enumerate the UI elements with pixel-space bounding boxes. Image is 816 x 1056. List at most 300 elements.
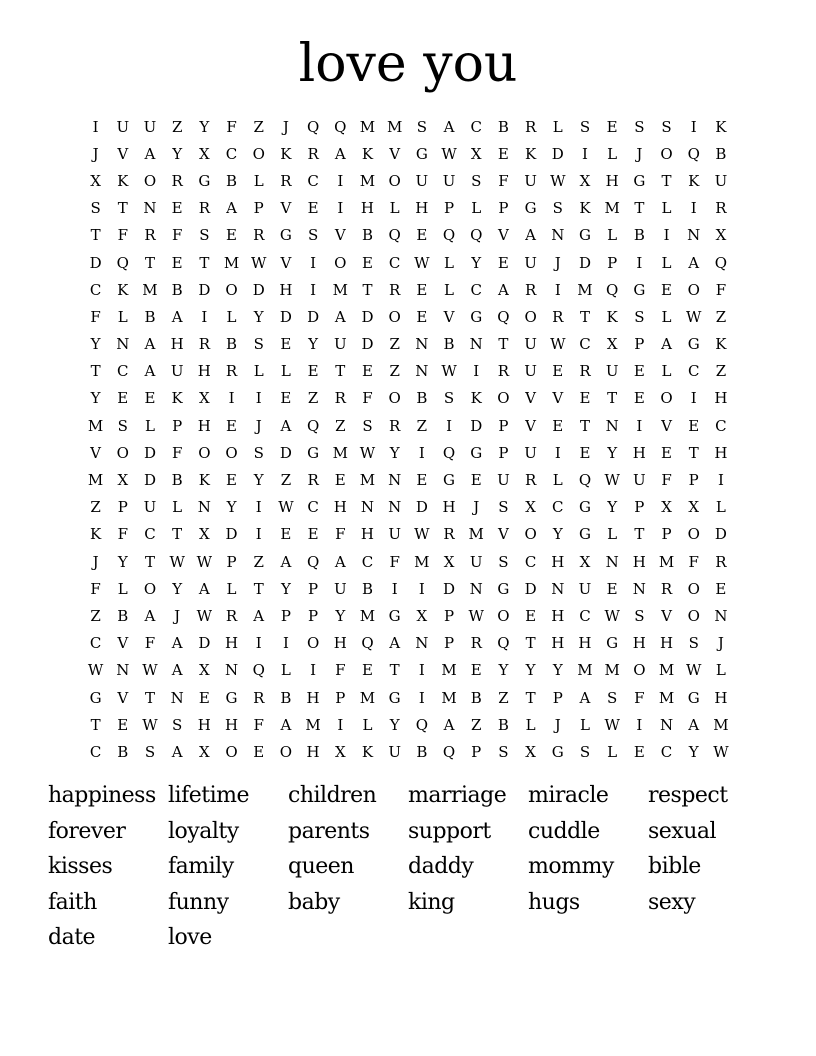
grid-letter[interactable]: T xyxy=(389,661,400,680)
grid-letter[interactable]: T xyxy=(525,634,536,653)
grid-letter[interactable]: P xyxy=(335,688,346,707)
grid-letter[interactable]: L xyxy=(444,253,455,272)
grid-letter[interactable]: W xyxy=(468,606,484,625)
grid-letter[interactable]: M xyxy=(658,552,675,571)
grid-letter[interactable]: Z xyxy=(335,416,346,435)
grid-letter[interactable]: G xyxy=(388,606,401,625)
grid-letter[interactable]: W xyxy=(414,253,430,272)
grid-letter[interactable]: E xyxy=(633,389,645,408)
grid-letter[interactable]: V xyxy=(525,416,537,435)
grid-letter[interactable]: E xyxy=(307,525,319,544)
grid-letter[interactable]: J xyxy=(282,117,289,136)
grid-letter[interactable]: H xyxy=(224,634,239,653)
grid-letter[interactable]: A xyxy=(334,552,346,571)
grid-letter[interactable]: K xyxy=(688,171,700,190)
grid-letter[interactable]: S xyxy=(362,416,373,435)
grid-letter[interactable]: Y xyxy=(389,443,400,462)
grid-letter[interactable]: C xyxy=(579,606,591,625)
grid-letter[interactable]: Y xyxy=(607,443,618,462)
grid-letter[interactable]: L xyxy=(661,253,672,272)
grid-letter[interactable]: S xyxy=(253,443,264,462)
grid-letter[interactable]: Y xyxy=(335,606,346,625)
grid-letter[interactable]: F xyxy=(389,552,400,571)
grid-letter[interactable]: C xyxy=(687,362,700,381)
grid-letter[interactable]: I xyxy=(582,144,588,163)
grid-letter[interactable]: I xyxy=(554,280,561,299)
grid-letter[interactable]: N xyxy=(360,498,375,517)
grid-letter[interactable]: R xyxy=(660,579,673,598)
grid-letter[interactable]: A xyxy=(253,606,265,625)
grid-letter[interactable]: K xyxy=(198,471,210,490)
grid-letter[interactable]: Y xyxy=(117,552,128,571)
grid-letter[interactable]: E xyxy=(552,362,564,381)
grid-letter[interactable]: P xyxy=(498,443,509,462)
grid-letter[interactable]: E xyxy=(633,362,645,381)
grid-letter[interactable]: A xyxy=(171,634,183,653)
grid-letter[interactable]: W xyxy=(278,498,294,517)
grid-letter[interactable]: Q xyxy=(442,443,456,462)
grid-letter[interactable]: Q xyxy=(388,226,401,245)
grid-letter[interactable]: C xyxy=(470,117,482,136)
grid-letter[interactable]: V xyxy=(497,525,509,544)
grid-letter[interactable]: E xyxy=(117,715,129,734)
grid-letter[interactable]: I xyxy=(690,117,697,136)
grid-letter[interactable]: K xyxy=(524,144,537,163)
grid-letter[interactable]: M xyxy=(142,280,158,299)
grid-letter[interactable]: J xyxy=(473,498,480,517)
grid-letter[interactable]: P xyxy=(688,471,699,490)
grid-letter[interactable]: V xyxy=(389,144,401,163)
grid-letter[interactable]: T xyxy=(253,579,264,598)
grid-letter[interactable]: K xyxy=(715,117,727,136)
grid-letter[interactable]: F xyxy=(253,715,264,734)
grid-letter[interactable]: V xyxy=(280,253,292,272)
grid-letter[interactable]: B xyxy=(171,280,183,299)
grid-letter[interactable]: S xyxy=(498,498,509,517)
grid-letter[interactable]: O xyxy=(198,443,211,462)
grid-letter[interactable]: S xyxy=(307,226,319,245)
grid-letter[interactable]: B xyxy=(280,688,292,707)
grid-letter[interactable]: Y xyxy=(688,742,699,761)
grid-letter[interactable]: P xyxy=(471,742,482,761)
grid-letter[interactable]: T xyxy=(688,443,699,462)
grid-letter[interactable]: I xyxy=(337,171,344,190)
grid-letter[interactable]: D xyxy=(279,307,292,326)
grid-letter[interactable]: L xyxy=(607,226,618,245)
grid-letter[interactable]: R xyxy=(144,226,156,245)
grid-letter[interactable]: E xyxy=(579,389,591,408)
grid-letter[interactable]: N xyxy=(415,634,429,653)
grid-letter[interactable]: O xyxy=(388,171,401,190)
grid-letter[interactable]: K xyxy=(361,144,374,163)
grid-letter[interactable]: H xyxy=(714,688,728,707)
grid-letter[interactable]: U xyxy=(524,362,537,381)
grid-letter[interactable]: T xyxy=(117,199,128,218)
grid-letter[interactable]: G xyxy=(415,144,428,163)
grid-letter[interactable]: B xyxy=(117,606,129,625)
grid-letter[interactable]: E xyxy=(661,280,672,299)
grid-letter[interactable]: I xyxy=(310,253,317,272)
grid-letter[interactable]: R xyxy=(198,335,210,354)
grid-letter[interactable]: N xyxy=(170,688,184,707)
grid-letter[interactable]: L xyxy=(552,471,563,490)
grid-letter[interactable]: Q xyxy=(442,742,456,761)
grid-letter[interactable]: N xyxy=(197,498,211,517)
grid-letter[interactable]: T xyxy=(525,688,536,707)
grid-letter[interactable]: V xyxy=(661,606,672,625)
grid-letter[interactable]: B xyxy=(171,471,183,490)
grid-letter[interactable]: Y xyxy=(308,335,319,354)
grid-letter[interactable]: Z xyxy=(280,471,292,490)
grid-letter[interactable]: S xyxy=(416,117,427,136)
grid-letter[interactable]: A xyxy=(171,661,183,680)
grid-letter[interactable]: F xyxy=(117,525,128,544)
grid-letter[interactable]: W xyxy=(550,171,566,190)
grid-letter[interactable]: I xyxy=(690,199,697,218)
grid-letter[interactable]: P xyxy=(117,498,128,517)
grid-letter[interactable]: Y xyxy=(525,661,536,680)
grid-letter[interactable]: X xyxy=(525,742,536,761)
grid-letter[interactable]: I xyxy=(282,634,289,653)
grid-letter[interactable]: J xyxy=(554,715,561,734)
grid-letter[interactable]: G xyxy=(524,199,537,218)
grid-letter[interactable]: A xyxy=(661,335,672,354)
grid-letter[interactable]: R xyxy=(715,552,727,571)
grid-letter[interactable]: O xyxy=(388,307,401,326)
grid-letter[interactable]: T xyxy=(498,335,509,354)
grid-letter[interactable]: S xyxy=(443,389,455,408)
grid-letter[interactable]: I xyxy=(554,443,561,462)
grid-letter[interactable]: Z xyxy=(471,715,482,734)
grid-letter[interactable]: B xyxy=(497,117,509,136)
grid-letter[interactable]: S xyxy=(144,742,156,761)
grid-letter[interactable]: F xyxy=(90,307,101,326)
grid-letter[interactable]: T xyxy=(362,280,373,299)
grid-letter[interactable]: I xyxy=(255,498,262,517)
grid-letter[interactable]: J xyxy=(717,634,724,653)
grid-letter[interactable]: Q xyxy=(687,144,700,163)
grid-letter[interactable]: R xyxy=(225,606,238,625)
grid-letter[interactable]: H xyxy=(306,742,320,761)
grid-letter[interactable]: W xyxy=(196,606,213,625)
grid-letter[interactable]: E xyxy=(633,742,645,761)
grid-letter[interactable]: D xyxy=(89,253,102,272)
grid-letter[interactable]: N xyxy=(714,606,728,625)
grid-letter[interactable]: B xyxy=(361,226,373,245)
grid-letter[interactable]: X xyxy=(90,171,101,190)
grid-letter[interactable]: V xyxy=(334,226,346,245)
grid-letter[interactable]: E xyxy=(416,280,428,299)
grid-letter[interactable]: T xyxy=(634,525,645,544)
grid-letter[interactable]: M xyxy=(359,171,376,190)
grid-letter[interactable]: L xyxy=(117,579,128,598)
grid-letter[interactable]: V xyxy=(443,307,455,326)
grid-letter[interactable]: W xyxy=(359,443,376,462)
grid-letter[interactable]: Y xyxy=(253,307,264,326)
grid-letter[interactable]: U xyxy=(497,471,510,490)
grid-letter[interactable]: V xyxy=(117,144,129,163)
grid-letter[interactable]: X xyxy=(579,552,591,571)
grid-letter[interactable]: S xyxy=(579,117,591,136)
grid-letter[interactable]: H xyxy=(306,688,320,707)
grid-letter[interactable]: S xyxy=(498,552,509,571)
grid-letter[interactable]: H xyxy=(197,416,211,435)
grid-letter[interactable]: U xyxy=(605,362,619,381)
grid-letter[interactable]: E xyxy=(579,443,591,462)
grid-letter[interactable]: M xyxy=(332,443,348,462)
grid-letter[interactable]: R xyxy=(715,199,727,218)
grid-letter[interactable]: Y xyxy=(471,253,482,272)
grid-letter[interactable]: X xyxy=(199,144,210,163)
grid-letter[interactable]: Y xyxy=(389,715,400,734)
grid-letter[interactable]: D xyxy=(252,280,265,299)
grid-letter[interactable]: R xyxy=(225,362,238,381)
grid-letter[interactable]: X xyxy=(579,171,591,190)
grid-letter[interactable]: J xyxy=(554,253,561,272)
grid-letter[interactable]: C xyxy=(524,552,537,571)
grid-letter[interactable]: A xyxy=(198,579,210,598)
grid-letter[interactable]: E xyxy=(253,742,265,761)
grid-letter[interactable]: W xyxy=(550,335,566,354)
grid-letter[interactable]: V xyxy=(280,199,292,218)
grid-letter[interactable]: E xyxy=(361,253,373,272)
grid-letter[interactable]: C xyxy=(89,634,102,653)
grid-letter[interactable]: Q xyxy=(415,715,428,734)
grid-letter[interactable]: S xyxy=(199,226,210,245)
grid-letter[interactable]: C xyxy=(361,552,374,571)
grid-letter[interactable]: L xyxy=(607,525,618,544)
grid-letter[interactable]: C xyxy=(715,416,727,435)
grid-letter[interactable]: C xyxy=(660,742,673,761)
grid-letter[interactable]: X xyxy=(117,471,129,490)
grid-letter[interactable]: O xyxy=(687,606,700,625)
grid-letter[interactable]: V xyxy=(117,634,129,653)
grid-letter[interactable]: A xyxy=(171,307,183,326)
grid-letter[interactable]: I xyxy=(201,307,208,326)
grid-letter[interactable]: D xyxy=(551,144,564,163)
grid-letter[interactable]: B xyxy=(226,171,238,190)
grid-letter[interactable]: P xyxy=(308,606,319,625)
grid-letter[interactable]: G xyxy=(687,335,700,354)
grid-letter[interactable]: U xyxy=(143,117,157,136)
grid-letter[interactable]: F xyxy=(661,471,672,490)
grid-letter[interactable]: B xyxy=(144,307,156,326)
grid-letter[interactable]: C xyxy=(144,525,156,544)
grid-letter[interactable]: F xyxy=(362,389,373,408)
grid-letter[interactable]: E xyxy=(280,525,292,544)
grid-letter[interactable]: P xyxy=(443,634,455,653)
grid-letter[interactable]: O xyxy=(225,742,238,761)
grid-letter[interactable]: H xyxy=(659,634,674,653)
grid-letter[interactable]: C xyxy=(470,280,482,299)
grid-letter[interactable]: W xyxy=(87,661,104,680)
grid-letter[interactable]: D xyxy=(578,253,591,272)
grid-letter[interactable]: J xyxy=(92,552,99,571)
grid-letter[interactable]: H xyxy=(224,715,239,734)
grid-letter[interactable]: U xyxy=(333,579,347,598)
grid-letter[interactable]: A xyxy=(389,634,401,653)
grid-letter[interactable]: W xyxy=(169,552,185,571)
grid-letter[interactable]: V xyxy=(90,443,102,462)
grid-letter[interactable]: Y xyxy=(90,335,101,354)
grid-letter[interactable]: L xyxy=(280,362,291,381)
grid-letter[interactable]: I xyxy=(391,579,398,598)
grid-letter[interactable]: H xyxy=(360,199,375,218)
grid-letter[interactable]: P xyxy=(443,199,455,218)
grid-letter[interactable]: C xyxy=(552,498,564,517)
grid-letter[interactable]: Q xyxy=(306,552,320,571)
grid-letter[interactable]: F xyxy=(498,171,509,190)
grid-letter[interactable]: F xyxy=(715,280,727,299)
grid-letter[interactable]: V xyxy=(552,389,564,408)
grid-letter[interactable]: O xyxy=(306,634,320,653)
grid-letter[interactable]: W xyxy=(414,525,430,544)
grid-letter[interactable]: O xyxy=(225,280,238,299)
grid-letter[interactable]: H xyxy=(279,280,293,299)
grid-letter[interactable]: O xyxy=(252,144,265,163)
grid-letter[interactable]: E xyxy=(226,226,237,245)
grid-letter[interactable]: O xyxy=(687,525,700,544)
grid-letter[interactable]: Y xyxy=(552,525,563,544)
grid-letter[interactable]: E xyxy=(470,471,482,490)
grid-letter[interactable]: T xyxy=(607,389,618,408)
grid-letter[interactable]: O xyxy=(660,389,673,408)
grid-letter[interactable]: F xyxy=(226,117,237,136)
grid-letter[interactable]: P xyxy=(661,525,672,544)
grid-letter[interactable]: O xyxy=(687,280,700,299)
grid-letter[interactable]: G xyxy=(633,280,646,299)
grid-letter[interactable]: P xyxy=(607,253,618,272)
grid-letter[interactable]: U xyxy=(388,742,401,761)
grid-letter[interactable]: M xyxy=(87,416,104,435)
grid-letter[interactable]: X xyxy=(199,525,210,544)
grid-letter[interactable]: D xyxy=(415,498,428,517)
grid-letter[interactable]: A xyxy=(280,552,292,571)
grid-letter[interactable]: D xyxy=(279,443,292,462)
grid-letter[interactable]: I xyxy=(255,634,262,653)
grid-letter[interactable]: Q xyxy=(497,634,510,653)
grid-letter[interactable]: U xyxy=(469,552,483,571)
grid-letter[interactable]: B xyxy=(497,715,509,734)
grid-letter[interactable]: Q xyxy=(361,634,374,653)
grid-letter[interactable]: A xyxy=(497,280,509,299)
grid-letter[interactable]: N xyxy=(632,579,646,598)
grid-letter[interactable]: D xyxy=(198,634,211,653)
grid-letter[interactable]: D xyxy=(225,525,238,544)
grid-letter[interactable]: X xyxy=(199,742,210,761)
grid-letter[interactable]: M xyxy=(604,661,620,680)
grid-letter[interactable]: I xyxy=(310,661,317,680)
grid-letter[interactable]: M xyxy=(359,688,376,707)
grid-letter[interactable]: B xyxy=(226,335,238,354)
grid-letter[interactable]: X xyxy=(334,742,346,761)
grid-letter[interactable]: G xyxy=(470,307,483,326)
grid-letter[interactable]: E xyxy=(307,362,319,381)
grid-letter[interactable]: Z xyxy=(253,552,264,571)
grid-letter[interactable]: X xyxy=(606,335,618,354)
grid-letter[interactable]: H xyxy=(333,498,347,517)
grid-letter[interactable]: V xyxy=(497,226,509,245)
grid-letter[interactable]: S xyxy=(498,742,509,761)
grid-letter[interactable]: E xyxy=(497,253,509,272)
grid-letter[interactable]: L xyxy=(607,742,618,761)
grid-letter[interactable]: T xyxy=(661,171,672,190)
grid-letter[interactable]: Y xyxy=(280,579,291,598)
grid-letter[interactable]: H xyxy=(605,171,619,190)
grid-letter[interactable]: E xyxy=(606,117,618,136)
grid-letter[interactable]: S xyxy=(607,688,618,707)
grid-letter[interactable]: D xyxy=(443,579,456,598)
grid-letter[interactable]: G xyxy=(497,579,510,598)
grid-letter[interactable]: O xyxy=(334,253,347,272)
grid-letter[interactable]: H xyxy=(551,634,565,653)
grid-letter[interactable]: B xyxy=(416,389,428,408)
grid-letter[interactable]: P xyxy=(498,199,509,218)
grid-letter[interactable]: P xyxy=(634,335,645,354)
grid-letter[interactable]: W xyxy=(604,471,620,490)
grid-letter[interactable]: K xyxy=(470,389,482,408)
grid-letter[interactable]: C xyxy=(307,498,319,517)
grid-letter[interactable]: E xyxy=(715,579,727,598)
grid-letter[interactable]: X xyxy=(443,552,455,571)
grid-letter[interactable]: R xyxy=(470,634,482,653)
grid-letter[interactable]: L xyxy=(471,199,482,218)
grid-letter[interactable]: C xyxy=(307,171,319,190)
grid-letter[interactable]: L xyxy=(444,280,455,299)
grid-letter[interactable]: O xyxy=(497,389,510,408)
grid-letter[interactable]: R xyxy=(579,362,591,381)
grid-letter[interactable]: N xyxy=(224,661,239,680)
grid-letter[interactable]: E xyxy=(171,253,183,272)
grid-letter[interactable]: N xyxy=(605,416,619,435)
grid-letter[interactable]: K xyxy=(606,307,618,326)
grid-letter[interactable]: H xyxy=(360,525,375,544)
grid-letter[interactable]: Q xyxy=(714,253,728,272)
grid-letter[interactable]: N xyxy=(469,335,483,354)
grid-letter[interactable]: I xyxy=(418,579,425,598)
grid-letter[interactable]: C xyxy=(89,280,102,299)
grid-letter[interactable]: V xyxy=(117,688,129,707)
grid-letter[interactable]: N xyxy=(659,715,674,734)
grid-letter[interactable]: E xyxy=(334,471,346,490)
grid-letter[interactable]: B xyxy=(443,335,455,354)
grid-letter[interactable]: O xyxy=(116,443,129,462)
grid-letter[interactable]: A xyxy=(144,335,156,354)
grid-letter[interactable]: K xyxy=(117,171,129,190)
grid-letter[interactable]: G xyxy=(578,498,591,517)
grid-letter[interactable]: P xyxy=(253,199,264,218)
grid-letter[interactable]: L xyxy=(117,307,128,326)
grid-letter[interactable]: K xyxy=(280,144,292,163)
grid-letter[interactable]: U xyxy=(388,525,401,544)
grid-letter[interactable]: Z xyxy=(416,416,428,435)
grid-letter[interactable]: T xyxy=(172,525,183,544)
grid-letter[interactable]: R xyxy=(389,416,401,435)
grid-letter[interactable]: I xyxy=(636,416,643,435)
grid-letter[interactable]: R xyxy=(552,307,564,326)
grid-letter[interactable]: I xyxy=(255,525,262,544)
grid-letter[interactable]: T xyxy=(144,688,155,707)
grid-letter[interactable]: I xyxy=(418,688,425,707)
grid-letter[interactable]: U xyxy=(524,253,537,272)
grid-letter[interactable]: Z xyxy=(307,389,319,408)
grid-letter[interactable]: K xyxy=(171,389,183,408)
grid-letter[interactable]: M xyxy=(713,715,729,734)
grid-letter[interactable]: S xyxy=(117,416,128,435)
grid-letter[interactable]: S xyxy=(471,171,482,190)
grid-letter[interactable]: V xyxy=(525,389,537,408)
grid-letter[interactable]: H xyxy=(551,552,565,571)
